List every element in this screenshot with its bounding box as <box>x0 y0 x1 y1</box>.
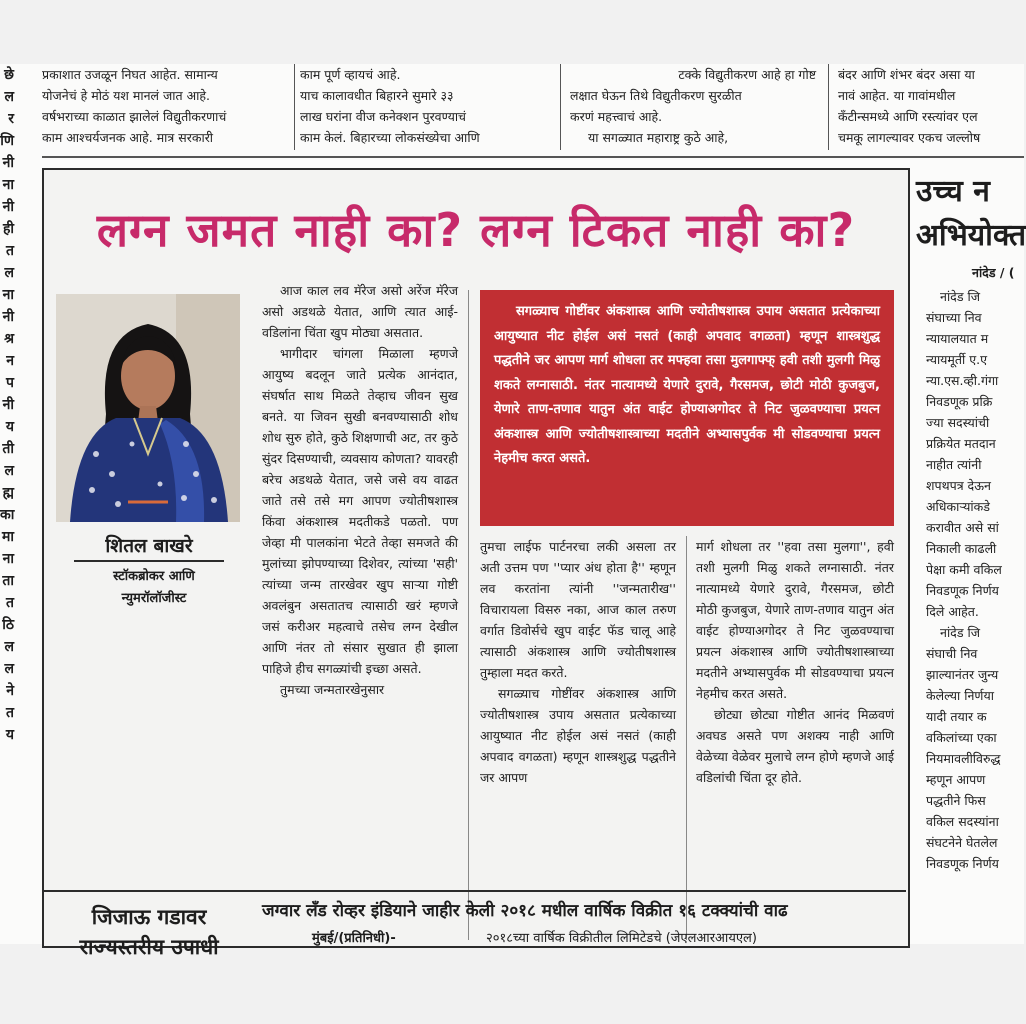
section-divider <box>42 890 906 892</box>
edge-fragment: ही <box>2 221 14 237</box>
text-line: प्रकाशात उजळून निघत आहेत. सामान्य <box>42 67 218 82</box>
edge-fragment: मा <box>2 529 14 545</box>
bottom-article-dateline: मुंबई/(प्रतिनिधी)- <box>312 931 396 946</box>
edge-fragment: र <box>8 111 14 127</box>
edge-fragment: का <box>0 507 15 523</box>
edge-fragment: ल <box>4 463 14 479</box>
text-line: वकिलांच्या एका <box>926 730 997 745</box>
portrait-photo <box>56 294 240 522</box>
text-line: योजनेचं हे मोठं यश मानलं जात आहे. <box>42 88 210 103</box>
edge-fragment: ठि <box>2 617 14 633</box>
left-edge-cropped-column <box>0 64 14 944</box>
text-line: ज्या सदस्यांची <box>926 415 990 430</box>
text-line: करावीत असे सां <box>926 520 999 535</box>
bottom-article-headline: जग्वार लँड रोव्हर इंडियाने जाहीर केली २०१८ मधील वार्षिक विक्रीत १६ टक्क्यांची वाढ <box>262 901 788 921</box>
ad-column-3 <box>696 536 894 940</box>
column-divider <box>560 64 561 150</box>
text-line: निवडणूक प्रक्रि <box>926 394 993 409</box>
edge-fragment: नी <box>2 155 14 171</box>
edge-fragment: ना <box>2 177 14 193</box>
text-line: निकाली काढली <box>926 541 997 556</box>
paragraph: तुमच्या जन्मतारखेनुसार <box>280 682 385 697</box>
text-line: चमकू लागल्यावर एकच जल्लोष <box>838 130 981 145</box>
right-article-dateline: नांदेड / ( <box>972 265 1015 280</box>
ad-column-1 <box>262 280 458 940</box>
advertisement-box <box>42 168 910 948</box>
edge-fragment: छे <box>4 67 14 83</box>
text-line: नावं आहेत. या गावांमधील <box>838 88 956 103</box>
highlight-text: सगळ्याच गोष्टींवर अंकशास्त्र आणि ज्योतीषशास्त्र उपाय असतात प्रत्येकाच्या आयुष्यात नीट होईल असं नसतं (काही अपवाद वगळता) म्हणून शास्त्रशुद्ध पद्धतीने जर आपण मार्ग शोधला तर मफ्हवा तसा मुलगाफ्फ् हवी तशी मुलगी मिळु शकते लग्नासाठी. नंतर नात्यामध्ये येणारे दुरावे, गैरसमज, छोटी मोठी कुजबुज, येणारे ताण-तणाव यातुन अंत वाईट होण्याअगोदर ते निट जुळवण्याचा प्रयत्न अंकशास्त्र आणि ज्योतीषशास्त्राच्या मदतीने अभ्यासपुर्वक मी सोडवण्याचा प्रयत्न नेहमीच करत असते. <box>494 304 880 466</box>
text-line: नाहीत त्यांनी <box>926 457 982 472</box>
headline-line: अभियोक्त <box>916 218 1026 253</box>
text-line: संघाची निव <box>926 646 978 661</box>
text-line: झाल्यानंतर जुन्य <box>926 667 999 682</box>
edge-fragment: ना <box>2 287 14 303</box>
ad-headline: लग्न जमत नाही का? लग्न टिकत नाही का? <box>96 203 856 257</box>
text-line: निवडणूक निर्णय <box>926 583 999 598</box>
edge-fragment: ता <box>2 573 14 589</box>
headline-line: उच्च न <box>916 174 990 209</box>
column-divider <box>42 156 1024 158</box>
edge-fragment: णि <box>0 133 14 149</box>
column-divider <box>294 64 295 150</box>
edge-fragment: श्र <box>4 331 14 347</box>
text-line: बंदर आणि शंभर बंदर असा या <box>838 67 975 82</box>
edge-fragment: नी <box>2 309 14 325</box>
edge-fragment: ल <box>4 661 14 677</box>
highlight-box <box>480 290 894 526</box>
edge-fragment: प <box>6 375 14 391</box>
text-line: या सगळ्यात महाराष्ट्र कुठे आहे, <box>588 130 729 145</box>
paragraph: तुमचा लाईफ पार्टनरचा लकी असला तर अती उत्तम पण ''प्यार अंध होता है'' म्हणून लव करतांना त्यांनी ''जन्मतारीख'' विचारायला विसरु नका, आज काल तरुण वर्गात डिवोर्सचे खुप वाईट फॅड चालू आहे त्यासाठी अंकशास्त्र आणि ज्योतीषशास्त्र तुम्हाला मदत करते. <box>480 539 676 680</box>
text-line: निवडणूक निर्णय <box>926 856 999 871</box>
edge-fragment: त <box>6 705 14 721</box>
bottom-left-headline <box>44 902 254 962</box>
text-line: शपथपत्र देऊन <box>926 478 991 493</box>
paragraph: मार्ग शोधला तर ''हवा तसा मुलगा'', हवी तशी मुलगी मिळु शकते लग्नासाठी. नंतर नात्यामध्ये येणारे दुरावे, गैरसमज, छोटी मोठी कुजबुज, येणारे ताण-तणाव यातुन अंत वाईट होण्याअगोदर ते निट जुळवण्याचा प्रयत्न अंकशास्त्र आणि ज्योतीषशास्त्राच्या मदतीने अभ्यासपुर्वक मी सोडवण्याचा प्रयत्न नेहमीच करत असते. <box>696 539 894 701</box>
text-line: लक्षात घेऊन तिथे विद्युतीकरण सुरळीत <box>570 88 742 103</box>
text-line: न्यायमूर्ती ए.ए <box>926 352 988 367</box>
text-line: न्यायालयात म <box>926 331 989 346</box>
edge-fragment: ल <box>4 639 14 655</box>
edge-fragment: ह्म <box>2 485 14 501</box>
edge-fragment: ल <box>4 89 14 105</box>
name-underline <box>74 560 224 562</box>
text-line: टक्के विद्युतीकरण आहे हा गोष्ट <box>678 67 816 82</box>
text-line: लाख घरांना वीज कनेक्शन पुरवण्याचं <box>300 109 466 124</box>
headline-line: राज्यस्तरीय उपाधी <box>79 935 219 959</box>
bottom-article-body: २०१८च्या वार्षिक विक्रीतील लिमिटेडचे (जेएलआरआयएल) <box>486 931 757 946</box>
text-line: संघाच्या निव <box>926 310 982 325</box>
ad-column-2 <box>480 536 676 940</box>
edge-fragment: नी <box>2 199 14 215</box>
author-title <box>64 566 244 610</box>
text-line: वकिल सदस्यांना <box>926 814 999 829</box>
author-name: शितल बाखरे <box>105 535 193 557</box>
paragraph: आज काल लव मॅरेज असो अरेंज मॅरेज असो अडथळे येतात, आणि त्यात आई-वडिलांना चिंता खुप मोठ्या असतात. <box>262 283 458 340</box>
edge-fragment: य <box>5 419 14 435</box>
edge-fragment: य <box>5 727 14 743</box>
text-line: केलेल्या निर्णया <box>926 688 994 703</box>
top-column-3 <box>570 64 816 148</box>
right-article-body <box>926 286 1024 944</box>
text-line: न्या.एस.व्ही.गंगा <box>926 373 999 388</box>
portrait-illustration <box>56 294 240 522</box>
author-title-line: न्युमरॉलॉजीस्ट <box>121 591 187 606</box>
text-line: याच कालावधीत बिहारने सुमारे ३३ <box>300 88 454 103</box>
edge-fragment: ने <box>6 683 14 699</box>
edge-fragment: नी <box>2 397 14 413</box>
author-title-line: स्टॉकब्रोकर आणि <box>113 569 195 584</box>
text-line: दिले आहेत. <box>926 604 979 619</box>
edge-fragment: त <box>6 243 14 259</box>
text-line: नियमावलीविरुद्ध <box>926 751 1001 766</box>
text-line: संघटनेने घेतलेल <box>926 835 998 850</box>
text-line: काम आश्चर्यजनक आहे. मात्र सरकारी <box>42 130 214 145</box>
column-divider <box>828 64 829 150</box>
text-line: वर्षभराच्या काळात झालेलं विद्युतीकरणाचं <box>42 109 227 124</box>
paragraph: सगळ्याच गोष्टींवर अंकशास्त्र आणि ज्योतीषशास्त्र उपाय असतात प्रत्येकाच्या आयुष्यात नीट होईल असं नसतं (काही अपवाद वगळता) म्हणून शास्त्रशुद्ध पद्धतीने जर आपण <box>480 686 676 785</box>
edge-fragment: ना <box>2 551 14 567</box>
top-column-4 <box>838 64 1024 148</box>
newspaper-page <box>0 64 1026 959</box>
text-line: पेक्षा कमी वकिल <box>926 562 1002 577</box>
text-line: काम केलं. बिहारच्या लोकसंख्येचा आणि <box>300 130 480 145</box>
text-line: म्हणून आपण <box>926 772 986 787</box>
headline-line: जिजाऊ गडावर <box>91 905 207 929</box>
text-line: कँटीन्समध्ये आणि रस्त्यांवर एल <box>838 109 978 124</box>
top-column-2 <box>300 64 548 148</box>
edge-fragment: ती <box>2 441 14 457</box>
paragraph: भागीदार चांगला मिळाला म्हणजे आयुष्य बदलून जाते प्रत्येक आनंदात, संघर्षात साथ मिळते तेव्हाच जीवन सुख बनते. या जिवन सुखी बनवण्यासाठी शोध शोध सुरु होते, कुठे शिक्षणाची अट, तर कुठे सुंदर दिसण्याची, व्यवसाय कोणता? यावरही बरेच अडथळे येतात, जसे जसे वय वाढत जाते तसे तसे मग आपण ज्योतीषशास्त्र किंवा अंकशास्त्र मदतीकडे पळतो. पण जेव्हा मी पालकांना भेटते तेव्हा समजते की मुलांच्या झोपण्याच्या दिशेवर, त्यांच्या 'सही' त्यांच्या जन्म तारखेवर खुप साऱ्या गोष्टी अवलंबुन असतातच त्यासाठी खरं म्हणजे जसं करीअर महत्वाचे तसेच लग्न देखील आणि नंतर तो संसार सुखात ही झाला पाहिजे हीच सगळ्यांची इच्छा असते. <box>262 346 458 676</box>
edge-fragment: ल <box>4 265 14 281</box>
text-line: करणं महत्त्वाचं आहे. <box>570 109 663 124</box>
paragraph: छोट्या छोट्या गोष्टीत आनंद मिळवणं अवघड असते पण अशक्य नाही आणि वेळेच्या वेळेवर मुलाचे लग्न होणे म्हणजे आई वडिलांची चिंता दूर होते. <box>696 707 894 785</box>
top-column-1 <box>42 64 288 148</box>
text-line: प्रक्रियेत मतदान <box>926 436 996 451</box>
edge-fragment: न <box>6 353 14 369</box>
text-line: पद्धतीने फिस <box>926 793 986 808</box>
text-line: काम पूर्ण व्हायचं आहे. <box>300 67 401 82</box>
edge-fragment: त <box>6 595 14 611</box>
right-article-headline <box>916 170 1024 258</box>
column-divider <box>468 290 469 940</box>
text-line: नांदेड जि <box>940 625 980 640</box>
text-line: अधिकाऱ्यांकडे <box>926 499 990 514</box>
text-line: नांदेड जि <box>940 289 980 304</box>
text-line: यादी तयार क <box>926 709 987 724</box>
column-divider <box>686 536 687 940</box>
